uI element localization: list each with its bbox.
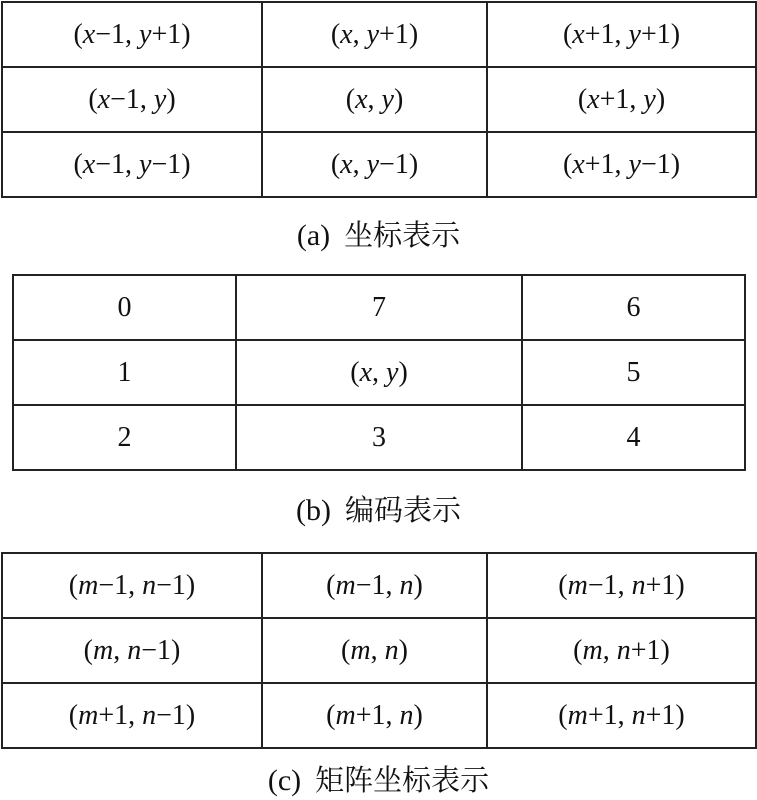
table-cell: 2	[13, 405, 236, 470]
table-cell: (x+1, y)	[487, 67, 756, 132]
table-row	[2, 683, 756, 748]
table-cell: (m+1, n)	[262, 683, 487, 748]
caption-text: 坐标表示	[344, 218, 461, 252]
table-cell: 0	[13, 275, 236, 340]
table-row	[2, 2, 756, 67]
caption-tag: (b)	[296, 494, 331, 527]
table-cell: (x+1, y−1)	[487, 132, 756, 197]
table-row	[2, 132, 756, 197]
caption-text: 矩阵坐标表示	[315, 763, 490, 797]
table-cell: (x−1, y+1)	[2, 2, 262, 67]
table-cell: 4	[522, 405, 745, 470]
table-cell: (m, n)	[262, 618, 487, 683]
table-cell: (x, y−1)	[262, 132, 487, 197]
table-cell: 1	[13, 340, 236, 405]
code-table	[12, 274, 746, 471]
table-row	[2, 553, 756, 618]
table-cell: 6	[522, 275, 745, 340]
table-cell: (x, y)	[236, 340, 522, 405]
table-cell: 5	[522, 340, 745, 405]
table-cell: (x−1, y−1)	[2, 132, 262, 197]
table-cell: (m, n+1)	[487, 618, 756, 683]
caption-text: 编码表示	[344, 493, 461, 527]
table-row	[13, 405, 745, 470]
table-row	[13, 275, 745, 340]
table-cell: (x+1, y+1)	[487, 2, 756, 67]
table-cell: (m+1, n−1)	[2, 683, 262, 748]
table-cell: (x, y+1)	[262, 2, 487, 67]
table-cell: (x, y)	[262, 67, 487, 132]
caption-tag: (a)	[296, 219, 331, 252]
table-row	[2, 67, 756, 132]
caption-tag: (c)	[267, 764, 302, 797]
table-cell: 3	[236, 405, 522, 470]
caption-a	[0, 213, 757, 254]
table-cell: (x−1, y)	[2, 67, 262, 132]
caption-c	[0, 758, 757, 799]
coordinate-table	[1, 1, 757, 198]
table-cell: (m−1, n+1)	[487, 553, 756, 618]
matrix-coordinate-table	[1, 552, 757, 749]
table-cell: (m, n−1)	[2, 618, 262, 683]
table-row	[2, 618, 756, 683]
table-cell: 7	[236, 275, 522, 340]
caption-b	[0, 488, 757, 529]
table-cell: (m+1, n+1)	[487, 683, 756, 748]
table-cell: (m−1, n−1)	[2, 553, 262, 618]
table-row	[13, 340, 745, 405]
table-cell: (m−1, n)	[262, 553, 487, 618]
